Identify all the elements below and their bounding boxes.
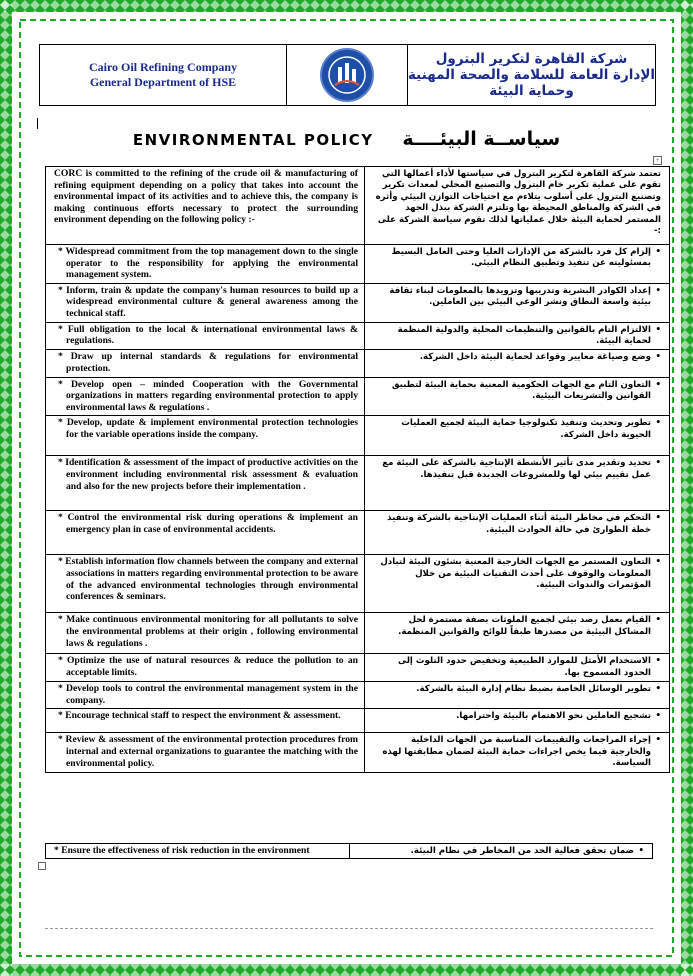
policy-item-ar-text: • ضمان تحقق فعالية الحد من المخاطر في نظام البيئة. [358,845,645,857]
policy-text-ar: • إعداد الكوادر البشرية وتدريبها وتزويدها بالمعلومات لبناء ثقافة بيئية واسعة النطاق ونشر الوعي البيئي بين العاملين. [371,286,661,309]
policy-text-en: * Encourage technical staff to respect the environment & assessment. [58,710,341,722]
policy-item-en [46,613,365,654]
policy-text-en: * Identification & assessment of the impact of productive activities on the environment including environmental risk assessment & evaluation and also for the new projects before their implementation . [58,457,358,492]
policy-text-en: * Widespread commitment from the top management down to the single operator to the responsibility for applying the environmental management system. [58,246,358,281]
policy-text-en: * Make continuous environmental monitoring for all pollutants to solve the environmental problems at their origin , following environmental laws & regulations . [58,614,358,649]
policy-item-ar [365,511,670,555]
policy-text-en: * Develop open – minded Cooperation with the Governmental organizations in matters regarding environmental protection to apply environmental laws & regulations . [58,378,358,413]
table-row [46,283,670,322]
policy-item-ar [365,682,670,709]
policy-text-ar: • تطوير الوسائل الخاصة بضبط نظام إدارة البيئة بالشركة. [371,684,661,695]
policy-text-en: * Draw up internal standards & regulations for environmental protection. [58,351,358,374]
policy-text-ar: • الالتزام التام بالقوانين والتنظيمات المحلية والدولية المنظمة لحماية البيئة. [371,325,661,348]
policy-item-ar [365,245,670,284]
policy-item-en: * Ensure the effectiveness of risk reduction in the environment [46,844,350,859]
policy-text-ar: • وضع وصياغة معايير وقواعد لحماية البيئة داخل الشركة. [371,352,661,363]
letterhead-arabic [407,44,656,106]
policy-text-en: * Inform, train & update the company's human resources to build up a widespread environmental culture & general awareness among the technical staff. [58,284,358,319]
table-row [46,511,670,555]
page-title [0,128,693,150]
policy-item-ar [365,733,670,772]
letterhead-english [39,44,287,106]
table-row [46,654,670,682]
policy-text-en: * Full obligation to the local & international environmental laws & regulations. [58,323,358,347]
policy-item-en [46,377,365,416]
policy-item-en [46,654,365,682]
policy-text-ar: • تشجيع العاملين نحو الاهتمام بالبيئة واحترامها. [371,711,661,722]
table-row [46,456,670,511]
policy-intro-ar [365,167,670,245]
divider [45,928,653,930]
table-row [46,733,670,772]
policy-table-extra [45,843,653,859]
policy-item-en [46,416,365,456]
table-row [46,555,670,613]
policy-text-ar: • التحكم في مخاطر البيئة أثناء العمليات الإنتاجية بالشركة وتنفيذ خطة الطوارئ في حالة الحوادث البيئية. [371,513,661,536]
policy-text-ar: • الاستخدام الأمثل للموارد الطبيعية وتخفيض حدود التلوث إلى الحدود المسموح بها. [371,656,661,679]
policy-table [45,166,670,773]
policy-item-ar [365,416,670,456]
table-row [46,377,670,416]
policy-text-ar: • تطوير وتحديث وتنفيذ تكنولوجيا حماية البيئة لجميع العمليات الحيوية داخل الشركة. [371,418,661,441]
company-name-ar: شركة القاهرة لتكرير البترول [435,51,628,67]
table-row [46,613,670,654]
company-logo [320,48,374,102]
policy-item-en [46,733,365,772]
policy-item-en [46,709,365,733]
policy-item-ar [365,456,670,511]
page-title-en: ENVIRONMENTAL POLICY [132,131,374,149]
policy-item-en [46,322,365,350]
policy-item-ar [365,283,670,322]
policy-item-en [46,555,365,613]
policy-text-en: * Develop, update & implement environmental protection technologies for the variable operations inside the company. [58,417,358,440]
policy-item-en [46,283,365,322]
policy-text-ar: • إلزام كل فرد بالشركة من الإدارات العليا وحتى العامل البسيط بمسئوليته عن تنفيذ وتطبيق النظام البيئي. [371,247,661,270]
table-row [46,322,670,350]
policy-text-ar: • التعاون التام مع الجهات الحكومية المعنية بحماية البيئة لتطبيق القوانين والتشريعات البيئية. [371,380,661,403]
letterhead [39,44,656,106]
policy-item-ar [365,555,670,613]
letterhead-logo [287,44,407,106]
table-row [46,167,670,245]
policy-item-en [46,245,365,284]
department-name-en: General Department of HSE [89,75,237,89]
policy-text-ar: • تحديد وتقدير مدى تأثير الأنشطة الإنتاجية بالشركة على البيئة مع عمل تقييم بيئي لها وللمشروعات الجديدة قبل تنفيذها. [371,458,661,481]
table-move-handle[interactable]: + [653,156,662,165]
table-row [46,844,653,859]
table-row [46,682,670,709]
policy-text-en: * Control the environmental risk during operations & implement an emergency plan in case of environmental accidents. [58,512,358,535]
policy-text-en: * Review & assessment of the environmental protection procedures from internal and external organizations to guarantee the matching with the environmental policy. [58,734,358,769]
table-row [46,416,670,456]
policy-item-ar [365,613,670,654]
company-name-en: Cairo Oil Refining Company [88,60,238,74]
policy-text-en: CORC is committed to the refining of the crude oil & manufacturing of refining equipment depending on a policy that takes into account the environmental impact of its activities and to achieve this, the company is making continuous efforts necessary to protect the surrounding environment depending on the following policy :- [54,168,358,226]
table-row [46,709,670,733]
policy-item-ar [365,350,670,377]
policy-item-ar [365,654,670,682]
table-row [46,245,670,284]
policy-item-en [46,350,365,377]
department-name-ar-2: وحماية البيئة [489,83,574,99]
policy-text-en: * Optimize the use of natural resources & reduce the pollution to an acceptable limits. [58,655,358,678]
page-title-ar: سياســة البيئــــة [402,128,561,150]
policy-item-en [46,456,365,511]
policy-item-ar [365,322,670,350]
table-resize-handle[interactable] [38,862,46,870]
policy-item-en [46,682,365,709]
refinery-logo-icon [327,55,367,95]
policy-item-ar [365,709,670,733]
policy-text-ar: تعتمد شركة القاهرة لتكرير البترول في سياستها لأداء أعمالها التي تقوم على عملية تكرير خام البترول والتصنيع المحلي لمعدات تكرير وتصنيع البترول على أسلوب يتلاءم مع احتياجات التوازن البيئي وأثره في الشركة والمناطق المحيطة بها وتلتزم الشركة ببذل الجهد المستمر لحماية البيئة خلال عملياتها لذلك تقوم سياسة الشركة على :- [375,169,661,237]
policy-text-ar: • إجراء المراجعات والتقييمات المناسبة من الجهات الداخلية والخارجية فيما يخص اجراءات حماية البيئة لضمان مطابقتها لهذه السياسة. [371,735,661,769]
policy-text-en: * Establish information flow channels between the company and external associations in matters regarding environmental protection to be aware of the advanced environmental technologies through environmental conferences & seminars. [58,556,358,603]
policy-item-ar [365,377,670,416]
policy-intro-en [46,167,365,245]
policy-text-ar: • القيام بعمل رصد بيئي لجميع الملوثات بصفة مستمرة لحل المشاكل البيئية من مصدرها طبقاً للوائح والقوانين المنظمة. [371,615,661,638]
policy-item-en [46,511,365,555]
policy-item-ar [349,844,653,859]
policy-text-ar: • التعاون المستمر مع الجهات الخارجية المعنية بشئون البيئة لتبادل المعلومات والوقوف على أحدث التقنيات البيئية من خلال المؤتمرات والندوات البيئية. [371,557,661,591]
policy-text-en: * Develop tools to control the environmental management system in the company. [58,683,358,706]
department-name-ar: الإدارة العامة للسلامة والصحة المهنية [408,67,655,83]
table-row [46,350,670,377]
